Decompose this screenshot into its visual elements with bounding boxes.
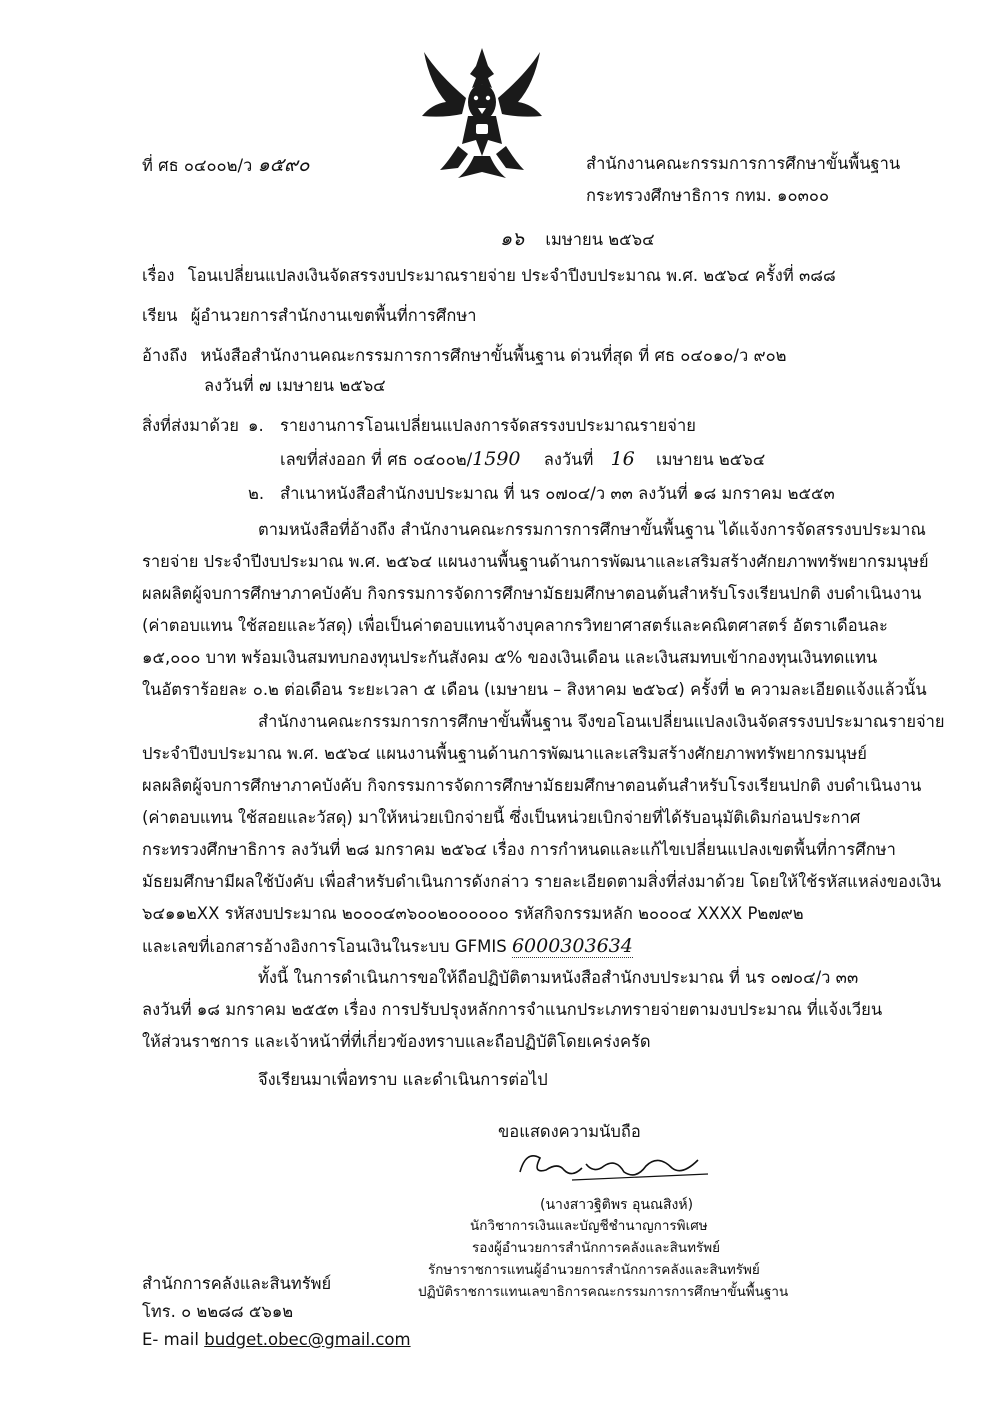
export-number-label: เลขที่ส่งออก ที่ ศธ ๐๔๐๐๒/ [280,450,473,469]
gfmis-label: และเลขที่เอกสารอ้างอิงการโอนเงินในระบบ GFMIS [142,937,507,956]
enclosure-1-number: ๑. [248,416,264,435]
reference-number [142,156,310,175]
export-day-handwritten: 16 [610,448,635,470]
agency-name: สำนักงานคณะกรรมการการศึกษาขั้นพื้นฐาน [586,154,901,173]
subject-label: เรื่อง [142,266,175,285]
signer-title-3: รักษาราชการแทนผู้อำนวยการสำนักการคลังและสินทรัพย์ [428,1262,760,1278]
paragraph-line: ๖๔๑๑๒XX รหัสงบประมาณ ๒๐๐๐๔๓๖๐๐๒๐๐๐๐๐๐ รหัสกิจกรรมหลัก ๒๐๐๐๔ XXXX P๒๗๙๒ [142,904,804,923]
paragraph-line: รายจ่าย ประจำปีงบประมาณ พ.ศ. ๒๕๖๔ แผนงานพื้นฐานด้านการพัฒนาและเสริมสร้างศักยภาพทรัพยากรมนุษย์ [142,552,929,571]
paragraph-line: (ค่าตอบแทน ใช้สอยและวัสดุ) มาให้หน่วยเบิกจ่ายนี้ ซึ่งเป็นหน่วยเบิกจ่ายที่ได้รับอนุมัติเดิมก่อนประกาศ [142,808,861,827]
export-month-year: เมษายน ๒๕๖๔ [656,450,766,469]
paragraph-line: ลงวันที่ ๑๘ มกราคม ๒๕๕๓ เรื่อง การปรับปรุงหลักการจำแนกประเภทรายจ่ายตามงบประมาณ ที่แจ้งเวียน [142,1000,883,1019]
paragraph-line-gfmis [142,930,945,962]
footer-phone: โทร. ๐ ๒๒๘๘ ๕๖๑๒ [142,1302,294,1321]
paragraph-line: ทั้งนี้ ในการดำเนินการขอให้ถือปฏิบัติตามหนังสือสำนักงบประมาณ ที่ นร ๐๗๐๔/ว ๓๓ [258,968,859,987]
enclosures-label: สิ่งที่ส่งมาด้วย [142,416,239,435]
signer-title-1: นักวิชาการเงินและบัญชีชำนาญการพิเศษ [470,1218,708,1234]
export-date-label: ลงวันที่ [543,450,594,469]
enclosure-1-export-number [280,450,765,469]
signer-title-2: รองผู้อำนวยการสำนักการคลังและสินทรัพย์ [472,1240,721,1256]
handwritten-signature [512,1140,712,1190]
date-day-handwritten: ๑๖ [500,228,525,250]
paragraph-line: ผลผลิตผู้จบการศึกษาภาคบังคับ กิจกรรมการจัดการศึกษามัธยมศึกษาตอนต้นสำหรับโรงเรียนปกติ งบดำเนินงาน [142,776,922,795]
garuda-emblem-icon [418,44,546,184]
email-link[interactable]: budget.obec@gmail.com [204,1330,411,1349]
paragraph-line: (ค่าตอบแทน ใช้สอยและวัสดุ) เพื่อเป็นค่าตอบแทนจ้างบุคลากรวิทยาศาสตร์และคณิตศาสตร์ อัตราเดือนละ [142,616,888,635]
signer-title-4: ปฏิบัติราชการแทนเลขาธิการคณะกรรมการการศึกษาขั้นพื้นฐาน [418,1284,789,1300]
reference-date: ลงวันที่ ๗ เมษายน ๒๕๖๔ [204,376,386,395]
agency-address: กระทรวงศึกษาธิการ กทม. ๑๐๓๐๐ [586,186,830,205]
reference-number-handwritten: ๑๕๙๐ [257,154,310,176]
paragraph-line: ให้ส่วนราชการ และเจ้าหน้าที่ที่เกี่ยวข้องทราบและถือปฏิบัติโดยเคร่งครัด [142,1032,651,1051]
enclosure-2-text: สำเนาหนังสือสำนักงบประมาณ ที่ นร ๐๗๐๔/ว ๓๓ ลงวันที่ ๑๘ มกราคม ๒๕๕๓ [280,484,835,503]
footer-email-line [142,1332,411,1349]
body-paragraph-2 [142,706,945,962]
closing-line: จึงเรียนมาเพื่อทราบ และดำเนินการต่อไป [258,1070,548,1089]
paragraph-line: สำนักงานคณะกรรมการการศึกษาขั้นพื้นฐาน จึงขอโอนเปลี่ยนแปลงเงินจัดสรรงบประมาณรายจ่าย [258,712,945,731]
salutation: ขอแสดงความนับถือ [498,1122,641,1141]
paragraph-line: ตามหนังสือที่อ้างถึง สำนักงานคณะกรรมการการศึกษาขั้นพื้นฐาน ได้แจ้งการจัดสรรงบประมาณ [258,520,926,539]
recipient-line [142,308,476,325]
signer-name: (นางสาวฐิติพร อุนณสิงห์) [540,1197,694,1213]
reference-text: หนังสือสำนักงานคณะกรรมการการศึกษาขั้นพื้นฐาน ด่วนที่สุด ที่ ศธ ๐๔๐๑๐/ว ๙๐๒ [200,346,787,365]
date-month-year: เมษายน ๒๕๖๔ [545,230,655,249]
reference-line [142,348,787,365]
recipient-label: เรียน [142,306,178,325]
paragraph-line: ประจำปีงบประมาณ พ.ศ. ๒๕๖๔ แผนงานพื้นฐานด้านการพัฒนาและเสริมสร้างศักยภาพทรัพยากรมนุษย์ [142,744,867,763]
paragraph-line: ผลผลิตผู้จบการศึกษาภาคบังคับ กิจกรรมการจัดการศึกษามัธยมศึกษาตอนต้นสำหรับโรงเรียนปกติ งบดำเนินงาน [142,584,922,603]
footer-office: สำนักการคลังและสินทรัพย์ [142,1274,332,1293]
paragraph-line: มัธยมศึกษามีผลใช้บังคับ เพื่อสำหรับดำเนินการดังกล่าว รายละเอียดตามสิ่งที่ส่งมาด้วย โดยให้ใช้รหัสแหล่งของเงิน [142,872,942,891]
enclosure-2-number: ๒. [248,484,265,503]
reference-number-label: ที่ ศธ ๐๔๐๐๒/ว [142,156,253,175]
paragraph-line: ๑๕,๐๐๐ บาท พร้อมเงินสมทบกองทุนประกันสังคม ๕% ของเงินเดือน และเงินสมทบเข้ากองทุนเงินทดแทน [142,648,878,667]
subject-text: โอนเปลี่ยนแปลงเงินจัดสรรงบประมาณรายจ่าย ประจำปีงบประมาณ พ.ศ. ๒๕๖๔ ครั้งที่ ๓๘๘ [187,266,836,285]
subject-line [142,268,836,285]
export-number-handwritten: 1590 [472,448,521,470]
enclosure-1-text: รายงานการโอนเปลี่ยนแปลงการจัดสรรงบประมาณรายจ่าย [280,416,696,435]
body-paragraph-3 [142,962,882,1058]
letter-date [500,230,655,249]
reference-label: อ้างถึง [142,346,188,365]
gfmis-handwritten-number: 6000303634 [511,935,633,957]
body-paragraph-1 [142,514,929,706]
paragraph-line: ในอัตราร้อยละ ๐.๒ ต่อเดือน ระยะเวลา ๕ เดือน (เมษายน – สิงหาคม ๒๕๖๔) ครั้งที่ ๒ ความละเอียดแจ้งแล้วนั้น [142,680,927,699]
email-label: E- mail [142,1330,199,1349]
recipient-text: ผู้อำนวยการสำนักงานเขตพื้นที่การศึกษา [190,306,477,325]
paragraph-line: กระทรวงศึกษาธิการ ลงวันที่ ๒๘ มกราคม ๒๕๖๔ เรื่อง การกำหนดและแก้ไขเปลี่ยนแปลงเขตพื้นที่การศึกษา [142,840,896,859]
